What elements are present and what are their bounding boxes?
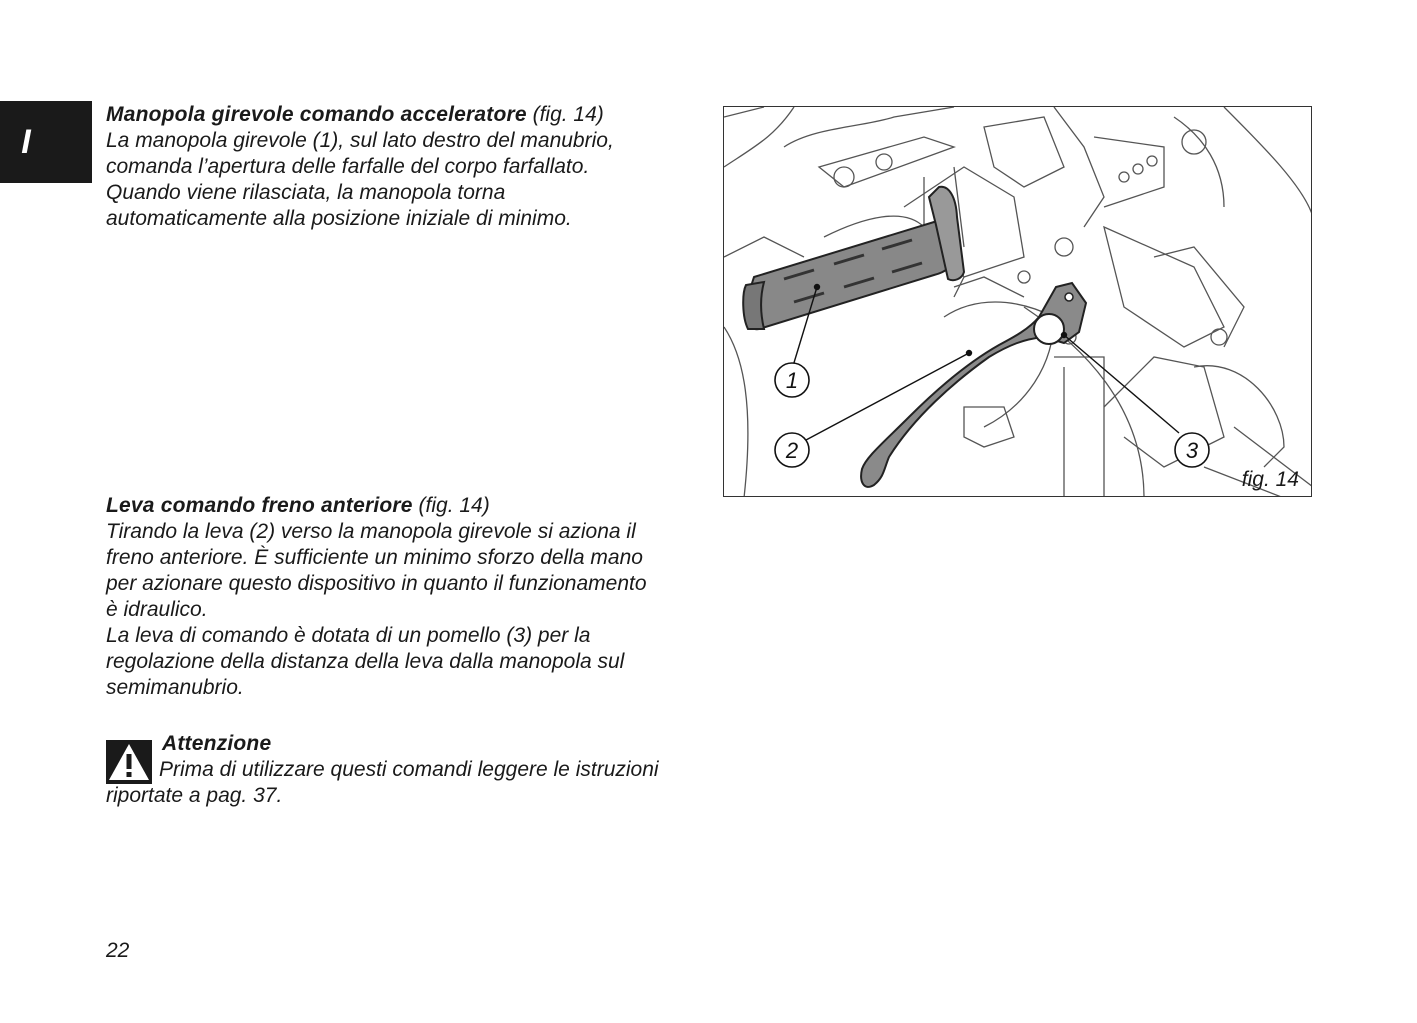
warning-line: riportate a pag. 37. bbox=[106, 784, 283, 807]
handlebar-illustration bbox=[724, 107, 1312, 497]
throttle-fig-ref: (fig. 14) bbox=[532, 103, 604, 126]
figure-caption: fig. 14 bbox=[1241, 468, 1299, 491]
warning-line: Prima di utilizzare questi comandi leggere le istruzioni bbox=[159, 758, 659, 781]
leader-lines bbox=[793, 285, 1179, 441]
figure-14 bbox=[723, 106, 1312, 497]
throttle-line: comanda l’apertura delle farfalle del corpo farfallato. bbox=[106, 155, 590, 178]
brake-line: La leva di comando è dotata di un pomello (3) per la bbox=[106, 624, 591, 647]
brake-line: freno anteriore. È sufficiente un minimo sforzo della mano bbox=[106, 546, 643, 569]
throttle-section bbox=[106, 102, 706, 232]
callout-2 bbox=[775, 433, 809, 467]
page-number: 22 bbox=[106, 939, 130, 962]
brake-line: regolazione della distanza della leva dalla manopola sul bbox=[106, 650, 625, 673]
warning-triangle-icon bbox=[106, 740, 152, 784]
brake-title: Leva comando freno anteriore bbox=[106, 494, 413, 517]
callout-label: 1 bbox=[785, 368, 799, 393]
throttle-line: La manopola girevole (1), sul lato destro del manubrio, bbox=[106, 129, 614, 152]
throttle-grip bbox=[743, 187, 964, 329]
brake-heading bbox=[106, 493, 706, 519]
callout-3 bbox=[1175, 433, 1209, 467]
language-tab: I bbox=[0, 101, 92, 183]
warning-box bbox=[106, 731, 706, 809]
brake-line: Tirando la leva (2) verso la manopola girevole si aziona il bbox=[106, 520, 636, 543]
brake-line: semimanubrio. bbox=[106, 676, 244, 699]
callout-1 bbox=[775, 363, 809, 397]
brake-section bbox=[106, 493, 706, 701]
brake-line: è idraulico. bbox=[106, 598, 208, 621]
throttle-line: Quando viene rilasciata, la manopola torna bbox=[106, 181, 506, 204]
brake-lever bbox=[861, 283, 1086, 487]
brake-line: per azionare questo dispositivo in quanto il funzionamento bbox=[106, 572, 647, 595]
warning-title: Attenzione bbox=[162, 732, 272, 755]
throttle-title: Manopola girevole comando acceleratore bbox=[106, 103, 527, 126]
throttle-heading bbox=[106, 102, 706, 128]
brake-fig-ref: (fig. 14) bbox=[418, 494, 490, 517]
callout-label: 3 bbox=[1185, 438, 1199, 463]
throttle-line: automaticamente alla posizione iniziale di minimo. bbox=[106, 207, 572, 230]
callout-label: 2 bbox=[785, 438, 799, 463]
warning-heading bbox=[106, 731, 706, 757]
